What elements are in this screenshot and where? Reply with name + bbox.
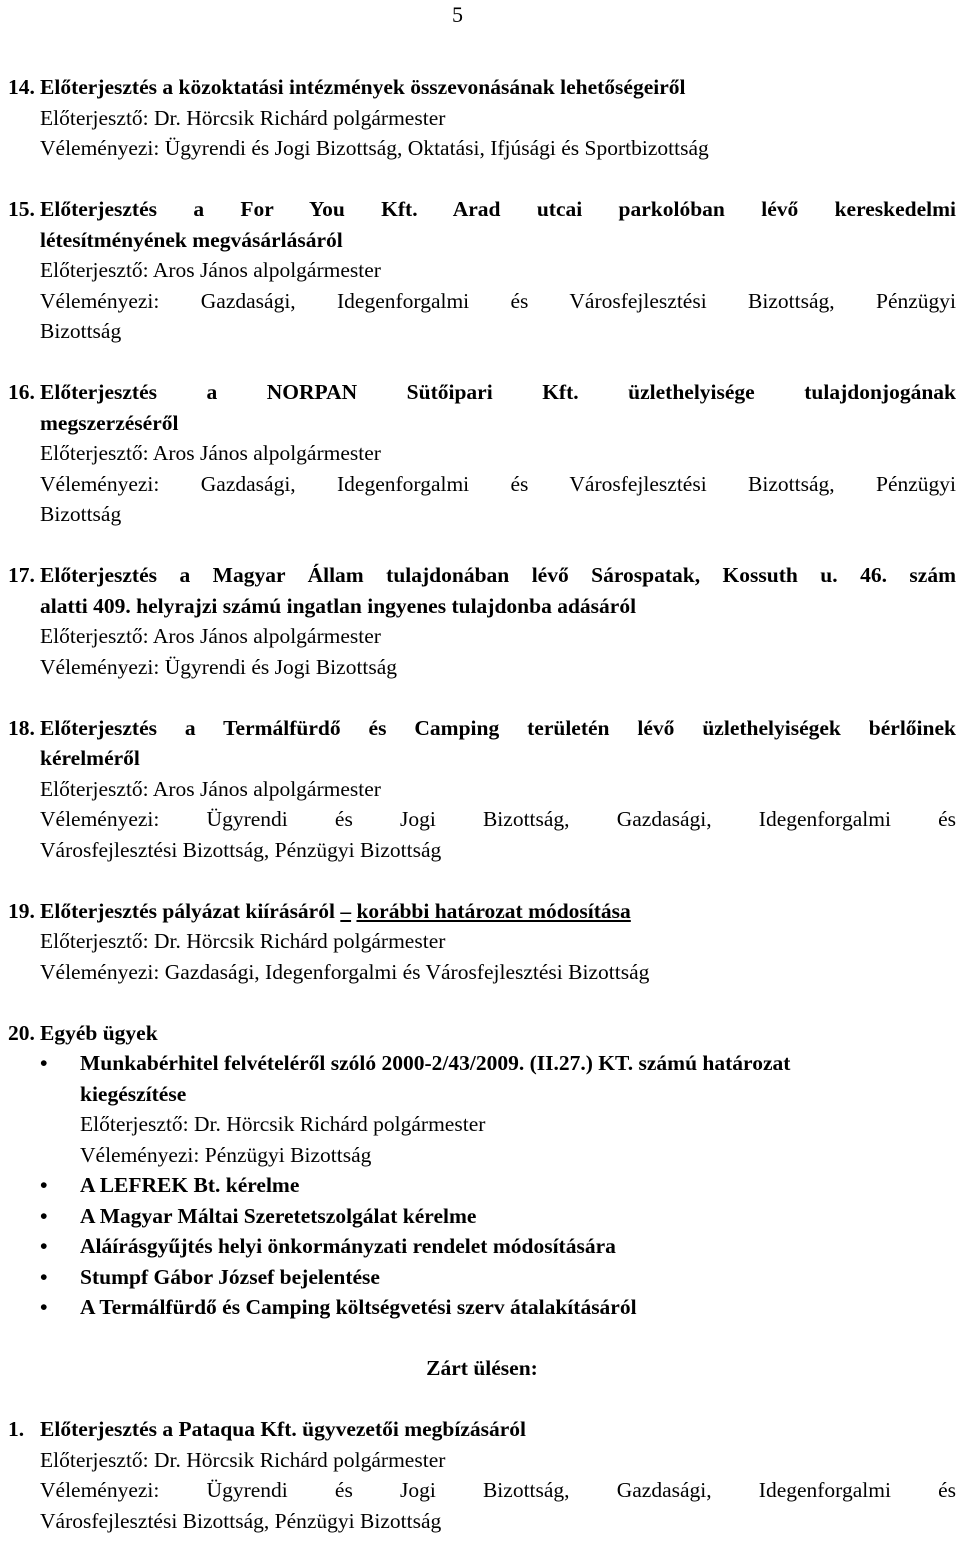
presenter-name: Aros János alpolgármester: [152, 441, 381, 465]
bullet-title: Aláírásgyűjtés helyi önkormányzati rendelet módosítására: [80, 1234, 616, 1258]
bullet-title: Stumpf Gábor József bejelentése: [80, 1264, 380, 1289]
reviewer-text: Pénzügyi Bizottság: [204, 1142, 372, 1167]
agenda-item-title-text: Egyéb ügyek: [40, 1020, 158, 1045]
agenda-item-title-text: [40, 896, 956, 927]
reviewer-text: Ügyrendi és Jogi Bizottság, Gazdasági, Idegenforgalmi és: [206, 807, 956, 831]
reviewer-label: Véleményezi:: [40, 654, 160, 679]
reviewer-text: Gazdasági, Idegenforgalmi és Városfejlesztési Bizottság, Pénzügyi: [200, 288, 957, 313]
agenda-item-number: 14.: [8, 75, 35, 99]
agenda-item-number: 16.: [8, 380, 35, 404]
reviewer-label: Véleményezi:: [40, 1478, 160, 1502]
agenda-item-number: 19.: [8, 898, 35, 923]
agenda-item-title: [8, 1018, 956, 1049]
bullet-title-line-2: kiegészítése: [80, 1081, 187, 1106]
reviewer-label: Véleményezi:: [40, 471, 160, 496]
presenter-line: [8, 255, 956, 286]
presenter-label: Előterjesztő:: [40, 776, 149, 801]
title-part-2: korábbi határozat módosítása: [356, 898, 631, 923]
agenda-item-number: 20.: [8, 1020, 35, 1045]
reviewer-line: [8, 804, 956, 865]
reviewer-label: Véleményezi:: [40, 288, 160, 313]
presenter-name: Aros János alpolgármester: [152, 624, 381, 648]
presenter-line: [8, 103, 956, 134]
reviewer-line: [8, 957, 956, 988]
agenda-item-title: [8, 72, 956, 103]
bullet-title: A Magyar Máltai Szeretetszolgálat kérelme: [80, 1203, 477, 1228]
reviewer-line: [8, 652, 956, 683]
bullet-icon: •: [40, 1203, 48, 1228]
list-item: [40, 1201, 956, 1232]
bullet-icon: •: [40, 1173, 48, 1197]
agenda-item-number: 17.: [8, 563, 35, 587]
closed-session-heading: Zárt ülésen:: [426, 1356, 538, 1380]
reviewer-line: [80, 1140, 956, 1171]
bullet-icon: •: [40, 1264, 48, 1289]
agenda-item-15: [8, 194, 956, 347]
presenter-line: [8, 774, 956, 805]
list-item: [40, 1231, 956, 1262]
reviewer-line: [8, 286, 956, 347]
presenter-line: [8, 621, 956, 652]
reviewer-text: Ügyrendi és Jogi Bizottság, Oktatási, Ifjúsági és Sportbizottság: [164, 136, 709, 160]
reviewer-text: Gazdasági, Idegenforgalmi és Városfejlesztési Bizottság, Pénzügyi: [200, 471, 957, 496]
agenda-item-title-text: [40, 194, 956, 255]
reviewer-text: Gazdasági, Idegenforgalmi és Városfejlesztési Bizottság: [164, 959, 650, 984]
reviewer-line-1: [40, 469, 956, 500]
presenter-label: Előterjesztő:: [80, 1112, 189, 1136]
agenda-item-number: 1.: [8, 1417, 25, 1441]
reviewer-line-1: [40, 804, 956, 835]
reviewer-label: Véleményezi:: [80, 1142, 200, 1167]
presenter-name: Dr. Hörcsik Richárd polgármester: [194, 1112, 486, 1136]
list-item: [40, 1262, 956, 1293]
agenda-item-14: [8, 72, 956, 164]
reviewer-line-1: [40, 286, 956, 317]
reviewer-line: [8, 1475, 956, 1536]
list-item: [40, 1292, 956, 1323]
reviewer-line-2: Városfejlesztési Bizottság, Pénzügyi Bizottság: [40, 837, 442, 862]
title-line-2: megszerzéséről: [40, 410, 179, 435]
agenda-item-title-text: Előterjesztés a Pataqua Kft. ügyvezetői megbízásáról: [40, 1417, 527, 1441]
title-part-1: Előterjesztés pályázat kiírásáról: [40, 898, 335, 923]
agenda-item-20: [8, 1018, 956, 1323]
reviewer-line-1: [40, 1475, 956, 1506]
list-item: [40, 1170, 956, 1201]
agenda-item-title: [8, 896, 956, 927]
reviewer-line: [8, 133, 956, 164]
presenter-label: Előterjesztő:: [40, 258, 149, 282]
agenda-item-18: [8, 713, 956, 866]
presenter-line: [8, 1445, 956, 1476]
agenda-document: [8, 72, 956, 1567]
agenda-item-title-text: [40, 560, 956, 621]
reviewer-line-2: Bizottság: [40, 319, 122, 343]
agenda-item-title: [8, 194, 956, 255]
agenda-item-title: [8, 1414, 956, 1445]
title-line-1: Előterjesztés a NORPAN Sütőipari Kft. üzlethelyisége tulajdonjogának: [40, 380, 956, 404]
presenter-label: Előterjesztő:: [40, 441, 149, 465]
presenter-line: [8, 926, 956, 957]
agenda-item-number: 15.: [8, 197, 35, 221]
title-line-2: alatti 409. helyrajzi számú ingatlan ingyenes tulajdonba adásáról: [40, 593, 637, 618]
agenda-item-title: [8, 713, 956, 774]
bullet-title-line-1: Munkabérhitel felvételéről szóló 2000-2/43/2009. (II.27.) KT. számú határozat: [80, 1051, 791, 1075]
presenter-label: Előterjesztő:: [40, 624, 149, 648]
reviewer-line-2: Bizottság: [40, 502, 122, 526]
agenda-item-19: [8, 896, 956, 988]
presenter-name: Aros János alpolgármester: [152, 258, 381, 282]
bullet-title: A LEFREK Bt. kérelme: [80, 1173, 300, 1197]
bullet-content: [80, 1048, 956, 1170]
reviewer-text: Ügyrendi és Jogi Bizottság: [164, 654, 398, 679]
reviewer-label: Véleményezi:: [40, 807, 160, 831]
agenda-item-title: [8, 377, 956, 438]
presenter-name: Aros János alpolgármester: [152, 776, 381, 801]
reviewer-line-2: Városfejlesztési Bizottság, Pénzügyi Bizottság: [40, 1508, 442, 1533]
title-line-1: Előterjesztés a For You Kft. Arad utcai parkolóban lévő kereskedelmi: [40, 197, 956, 221]
agenda-item-16: [8, 377, 956, 530]
title-dash: –: [340, 898, 352, 923]
presenter-name: Dr. Hörcsik Richárd polgármester: [154, 105, 446, 130]
reviewer-label: Véleményezi:: [40, 136, 160, 160]
presenter-line: [80, 1109, 956, 1140]
presenter-name: Dr. Hörcsik Richárd polgármester: [154, 929, 446, 953]
bullet-title: A Termálfürdő és Camping költségvetési szerv átalakításáról: [80, 1295, 637, 1319]
reviewer-label: Véleményezi:: [40, 959, 160, 984]
closed-item-1: [8, 1414, 956, 1536]
title-line-2: létesítményének megvásárlásáról: [40, 227, 343, 252]
presenter-label: Előterjesztő:: [40, 105, 149, 130]
agenda-item-title: [8, 560, 956, 621]
bullet-list: [8, 1048, 956, 1323]
title-line-2: kérelméről: [40, 746, 140, 770]
bullet-icon: •: [40, 1234, 48, 1258]
page-number: 5: [452, 2, 463, 27]
reviewer-line: [8, 469, 956, 530]
agenda-item-17: [8, 560, 956, 682]
presenter-label: Előterjesztő:: [40, 929, 149, 953]
reviewer-text: Ügyrendi és Jogi Bizottság, Gazdasági, Idegenforgalmi és: [206, 1478, 956, 1502]
agenda-item-title-text: [40, 377, 956, 438]
bullet-icon: •: [40, 1295, 48, 1319]
list-item: [40, 1048, 956, 1170]
title-line-1: Előterjesztés a Termálfürdő és Camping területén lévő üzlethelyiségek bérlőinek: [40, 715, 956, 740]
presenter-line: [8, 438, 956, 469]
presenter-name: Dr. Hörcsik Richárd polgármester: [154, 1447, 446, 1472]
agenda-item-title-text: Előterjesztés a közoktatási intézmények összevonásának lehetőségeiről: [40, 75, 686, 99]
presenter-label: Előterjesztő:: [40, 1447, 149, 1472]
agenda-item-number: 18.: [8, 715, 35, 740]
agenda-item-title-text: [40, 713, 956, 774]
bullet-icon: •: [40, 1051, 48, 1075]
title-line-1: Előterjesztés a Magyar Állam tulajdonában lévő Sárospatak, Kossuth u. 46. szám: [40, 563, 956, 587]
